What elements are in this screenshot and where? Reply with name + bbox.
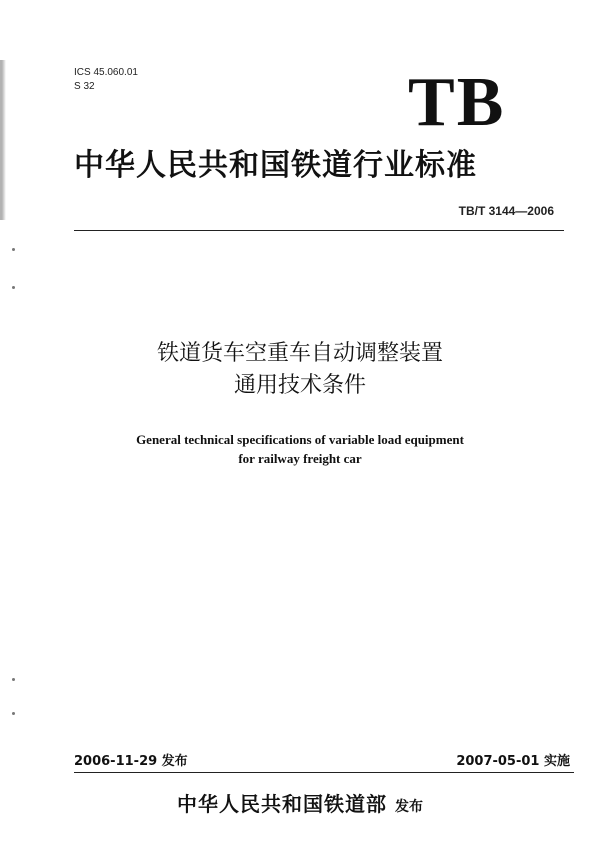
publisher-tag: 发布 [395, 799, 423, 815]
publisher-line [0, 788, 600, 817]
implementation-date: 2007-05-01 实施 [456, 754, 570, 769]
footer-divider [74, 772, 574, 773]
english-title-line-2: for railway freight car [238, 451, 362, 466]
ics-code: ICS 45.060.01 [74, 67, 138, 78]
english-title [0, 430, 600, 468]
chinese-title-line-2: 通用技术条件 [233, 373, 366, 398]
header-divider [74, 230, 564, 231]
standard-number: TB/T 3144—2006 [458, 204, 554, 218]
english-title-line-1: General technical specifications of variable load equipment [136, 432, 464, 447]
scan-edge-shadow [0, 60, 8, 220]
issue-date: 2006-11-29 发布 [74, 754, 188, 769]
scan-speck [12, 678, 15, 681]
category-code: S 32 [74, 81, 95, 92]
chinese-title [0, 338, 600, 402]
tb-logo: TB [408, 64, 506, 141]
standard-type-heading: 中华人民共和国铁道行业标准 [74, 148, 477, 183]
scan-speck [12, 248, 15, 251]
publisher-name: 中华人民共和国铁道部 [177, 792, 387, 816]
scan-speck [12, 286, 15, 289]
chinese-title-line-1: 铁道货车空重车自动调整装置 [156, 341, 443, 366]
classification-codes [74, 66, 138, 94]
scan-speck [12, 712, 15, 715]
